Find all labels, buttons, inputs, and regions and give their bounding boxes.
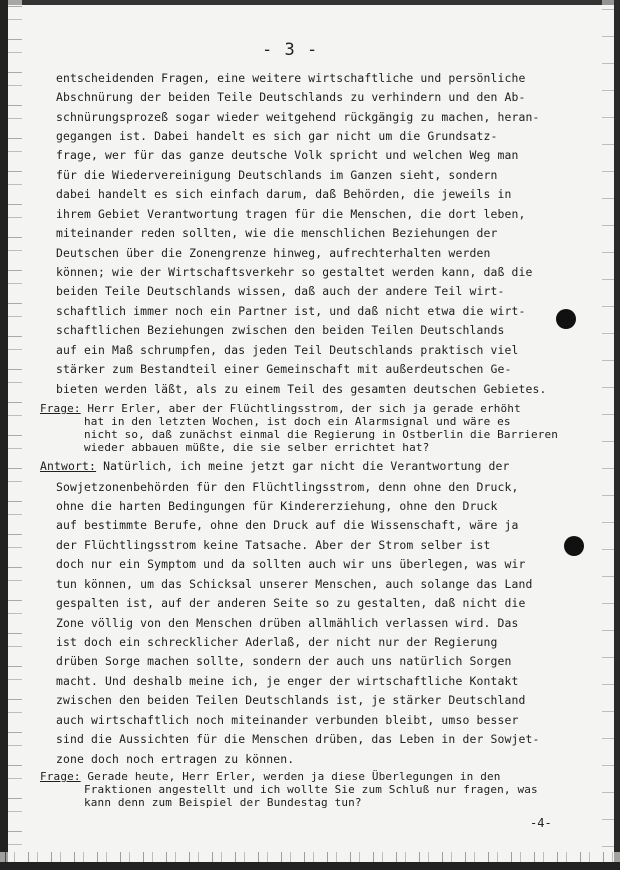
question-label: Frage: xyxy=(40,401,81,415)
punch-hole xyxy=(556,309,576,329)
text-line: schaftlichen Beziehungen zwischen den beiden Teilen Deutschlands xyxy=(56,323,505,338)
page-number: - 3 - xyxy=(262,40,319,60)
text-line: für die Wiedervereinigung Deutschlands im Ganzen sieht, sondern xyxy=(56,167,498,182)
scan-border-left xyxy=(0,0,8,870)
text-line: ihrem Gebiet Verantwortung tragen für die Menschen, die dort leben, xyxy=(56,206,526,221)
answer-line: tun können, um das Schicksal unserer Menschen, auch solange das Land xyxy=(56,576,533,591)
answer-line: auf bestimmte Berufe, ohne den Druck auf die Wissenschaft, wäre ja xyxy=(56,518,519,533)
text-line: frage, wer für das ganze deutsche Volk spricht und welchen Weg man xyxy=(56,148,519,163)
answer-line: Zone völlig von den Menschen drüben allmählich verlassen wird. Das xyxy=(56,615,519,630)
text-line: beiden Teile Deutschlands wissen, daß auch der andere Teil wirt- xyxy=(56,284,505,299)
question-line: nicht so, daß zunächst einmal die Regierung in Ostberlin die Barrieren xyxy=(84,427,559,441)
answer-line: der Flüchtlingsstrom keine Tatsache. Aber der Strom selber ist xyxy=(56,537,491,552)
scan-noise-left xyxy=(8,0,22,870)
answer-line: ohne die harten Bedingungen für Kindererziehung, ohne den Druck xyxy=(56,499,498,514)
question-line: Frage: Herr Erler, aber der Flüchtlingsstrom, der sich ja gerade erhöht xyxy=(40,401,521,415)
question-line: kann denn zum Beispiel der Bundestag tun? xyxy=(84,796,362,809)
continuation-marker: -4- xyxy=(530,816,552,830)
text-line: miteinander reden sollten, wie die menschlichen Beziehungen der xyxy=(56,226,498,241)
answer-line: macht. Und deshalb meine ich, je enger der wirtschaftliche Kontakt xyxy=(56,673,519,688)
text-line: entscheidenden Fragen, eine weitere wirtschaftliche und persönliche xyxy=(56,70,526,85)
scan-noise-right xyxy=(602,0,614,870)
question-line: Fraktionen angestellt und ich wollte Sie zum Schluß nur fragen, was xyxy=(84,783,538,797)
text-line: dabei handelt es sich einfach darum, daß Behörden, die jeweils in xyxy=(56,187,512,202)
question-label: Frage: xyxy=(40,770,81,784)
answer-line: sind die Aussichten für die Menschen drüben, das Leben in der Sowjet- xyxy=(56,732,540,747)
text-line: bieten werden läßt, als zu einem Teil des gesamten deutschen Gebietes. xyxy=(56,381,547,396)
answer-line: Antwort: Natürlich, ich meine jetzt gar nicht die Verantwortung der xyxy=(40,459,510,474)
scan-border-bottom xyxy=(0,862,620,870)
scan-noise-bottom xyxy=(0,852,620,862)
answer-line: doch nur ein Symptom und da sollten auch wir uns überlegen, was wir xyxy=(56,557,526,572)
answer-line: gespalten ist, auf der anderen Seite so zu gestalten, daß nicht die xyxy=(56,596,526,611)
answer-line: Sowjetzonenbehörden für den Flüchtlingsstrom, denn ohne den Druck, xyxy=(56,479,519,494)
answer-line: zone doch noch ertragen zu können. xyxy=(56,751,295,766)
text-line: schnürungsprozeß sogar wieder weitgehend rückgängig zu machen, heran- xyxy=(56,109,540,124)
scan-border-top xyxy=(0,0,620,5)
question-line: hat in den letzten Wochen, ist doch ein Alarmsignal und wäre es xyxy=(84,414,511,428)
punch-hole xyxy=(564,536,584,556)
text-line: können; wie der Wirtschaftsverkehr so gestaltet werden kann, daß die xyxy=(56,265,533,280)
text-line: Abschnürung der beiden Teile Deutschlands zu verhindern und den Ab- xyxy=(56,90,526,105)
text-line: Deutschen über die Zonengrenze hinweg, aufrechterhalten werden xyxy=(56,245,491,260)
text-line: gegangen ist. Dabei handelt es sich gar nicht um die Grundsatz- xyxy=(56,129,498,144)
text-line: schaftlich immer noch ein Partner ist, und daß nicht etwa die wirt- xyxy=(56,303,526,318)
question-line: Frage: Gerade heute, Herr Erler, werden ja diese Überlegungen in den xyxy=(40,770,501,784)
answer-line: drüben Sorge machen sollte, sondern der auch uns natürlich Sorgen xyxy=(56,654,512,669)
scan-border-right xyxy=(614,0,620,870)
answer-label: Antwort: xyxy=(40,459,97,474)
answer-line: zwischen den beiden Teilen Deutschlands ist, je stärker Deutschland xyxy=(56,693,526,708)
answer-line: auch wirtschaftlich noch miteinander verbunden bleibt, umso besser xyxy=(56,712,519,727)
text-line: auf ein Maß schrumpfen, das jeden Teil Deutschlands praktisch viel xyxy=(56,342,519,357)
answer-line: ist doch ein schrecklicher Aderlaß, der nicht nur der Regierung xyxy=(56,635,498,650)
question-line: wieder abbauen müßte, die sie selber errichtet hat? xyxy=(84,440,430,454)
text-line: stärker zum Bestandteil einer Gemeinschaft mit außerdeutschen Ge- xyxy=(56,362,512,377)
